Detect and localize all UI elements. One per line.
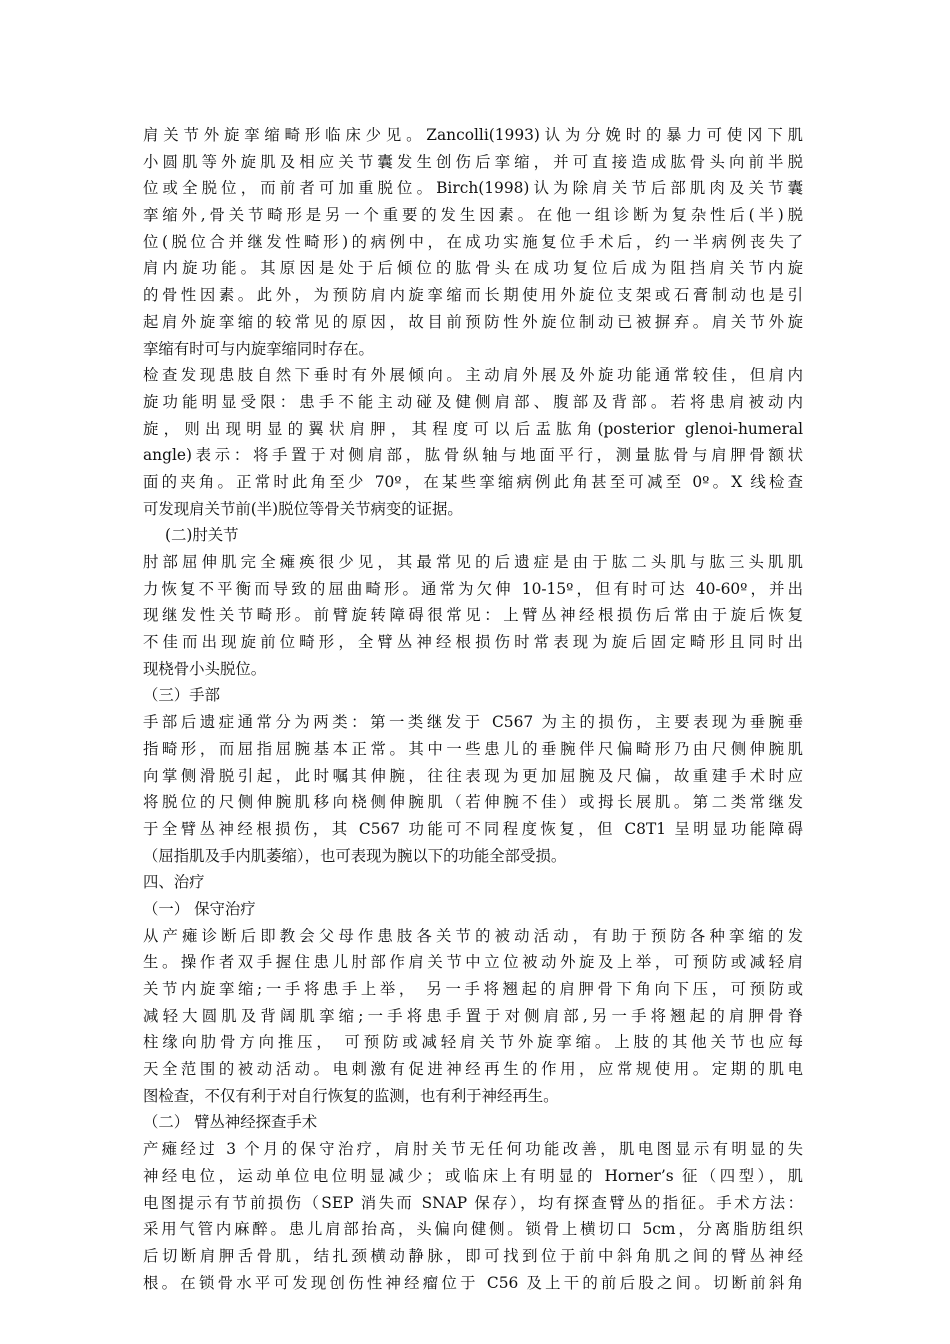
text-line: 检查发现患肢自然下垂时有外展倾向。主动肩外展及外旋功能通常较佳，但肩内 [143,366,803,385]
text-line: 肩关节外旋挛缩畸形临床少见。Zancolli(1993)认为分娩时的暴力可使冈下肌 [143,126,803,144]
text-line: 现继发性关节畸形。前臂旋转障碍很常见：上臂丛神经根损伤后常由于旋后恢复 [143,606,803,625]
text-line: 旋，则出现明显的翼状肩胛，其程度可以后盂肱角(posterior glenoi-humeral [143,419,803,438]
text-line: 不佳而出现旋前位畸形，全臂丛神经根损伤时常表现为旋后固定畸形且同时出 [143,633,803,652]
text-line: 产瘫经过 3 个月的保守治疗，肩肘关节无任何功能改善，肌电图显示有明显的失 [143,1140,803,1159]
text-line: 现桡骨小头脱位。 [143,659,267,678]
text-line: 从产瘫诊断后即教会父母作患肢各关节的被动活动，有助于预防各种挛缩的发 [143,926,803,945]
text-line: 根。在锁骨水平可发现创伤性神经瘤位于 C56 及上干的前后股之间。切断前斜角 [143,1273,803,1292]
text-line: 减轻大圆肌及背阔肌挛缩;一手将患手置于对侧肩部,另一手将翘起的肩胛骨脊 [143,1006,803,1025]
text-line: 挛缩有时可与内旋挛缩同时存在。 [143,339,374,358]
text-line: 柱缘向肋骨方向推压， 可预防或减轻肩关节外旋挛缩。上肢的其他关节也应每 [143,1033,803,1052]
text-line: （屈指肌及手内肌萎缩），也可表现为腕以下的功能全部受损。 [143,846,567,865]
text-line: 面的夹角。正常时此角至少 70º，在某些挛缩病例此角甚至可减至 0º。X 线检查 [143,472,803,491]
section-heading: 四、治疗 [143,873,205,892]
text-line: 神经电位，运动单位电位明显减少；或临床上有明显的 Horner’s 征（四型），肌 [143,1166,803,1185]
text-line: 关节内旋挛缩;一手将患手上举， 另一手将翘起的肩胛骨下角向下压，可预防或 [143,980,803,998]
section-heading: （一） 保守治疗 [143,899,256,918]
text-line: 肘部屈伸肌完全瘫痪很少见，其最常见的后遗症是由于肱二头肌与肱三头肌肌 [143,553,803,571]
text-line: 将脱位的尺侧伸腕肌移向桡侧伸腕肌（若伸腕不佳）或拇长展肌。第二类常继发 [143,793,803,812]
text-line: 电图提示有节前损伤（SEP 消失而 SNAP 保存），均有探查臂丛的指征。手术方法： [143,1193,803,1212]
text-line: 位(脱位合并继发性畸形)的病例中，在成功实施复位手术后，约一半病例丧失了 [143,232,803,251]
text-line: 后切断肩胛舌骨肌，结扎颈横动静脉，即可找到位于前中斜角肌之间的臂丛神经 [143,1246,803,1265]
text-line: 图检查，不仅有利于对自行恢复的监测，也有利于神经再生。 [143,1086,559,1105]
text-line: 小圆肌等外旋肌及相应关节囊发生创伤后挛缩，并可直接造成肱骨头向前半脱 [143,152,803,171]
section-heading: (二)肘关节 [165,526,239,545]
text-line: 旋功能明显受限：患手不能主动碰及健侧肩部、腹部及背部。若将患肩被动内 [143,392,803,411]
text-line: 于全臂丛神经根损伤，其 C567 功能可不同程度恢复，但 C8T1 呈明显功能障碍 [143,819,803,838]
text-line: 采用气管内麻醉。患儿肩部抬高，头偏向健侧。锁骨上横切口 5cm，分离脂肪组织 [143,1220,803,1239]
text-line: 向掌侧滑脱引起，此时嘱其伸腕，往往表现为更加屈腕及尺偏，故重建手术时应 [143,766,803,785]
text-line: 肩内旋功能。其原因是处于后倾位的肱骨头在成功复位后成为阻挡肩关节内旋 [143,259,803,278]
section-heading: （二） 臂丛神经探查手术 [143,1113,318,1132]
text-line: 挛缩外,骨关节畸形是另一个重要的发生因素。在他一组诊断为复杂性后(半)脱 [143,206,803,225]
text-line: 生。操作者双手握住患儿肘部作肩关节中立位被动外旋及上举，可预防或减轻肩 [143,953,803,972]
text-line: 位或全脱位，而前者可加重脱位。Birch(1998)认为除肩关节后部肌肉及关节囊 [143,179,803,198]
text-line: 力恢复不平衡而导致的屈曲畸形。通常为欠伸 10-15º，但有时可达 40-60º，并出 [143,579,803,598]
section-heading: （三）手部 [143,686,220,705]
text-line: 可发现肩关节前(半)脱位等骨关节病变的证据。 [143,499,463,518]
text-line: 手部后遗症通常分为两类：第一类继发于 C567 为主的损伤，主要表现为垂腕垂 [143,713,803,732]
text-line: 的骨性因素。此外，为预防肩内旋挛缩而长期使用外旋位支架或石膏制动也是引 [143,286,803,305]
text-line: 起肩外旋挛缩的较常见的原因，故目前预防性外旋位制动已被摒弃。肩关节外旋 [143,312,803,331]
text-line: 指畸形，而屈指屈腕基本正常。其中一些患儿的垂腕伴尺偏畸形乃由尺侧伸腕肌 [143,739,803,758]
text-line: 天全范围的被动活动。电刺激有促进神经再生的作用，应常规使用。定期的肌电 [143,1060,803,1079]
text-line: angle)表示：将手置于对侧肩部，肱骨纵轴与地面平行，测量肱骨与肩胛骨额状 [143,446,803,465]
document-body [143,122,803,1296]
